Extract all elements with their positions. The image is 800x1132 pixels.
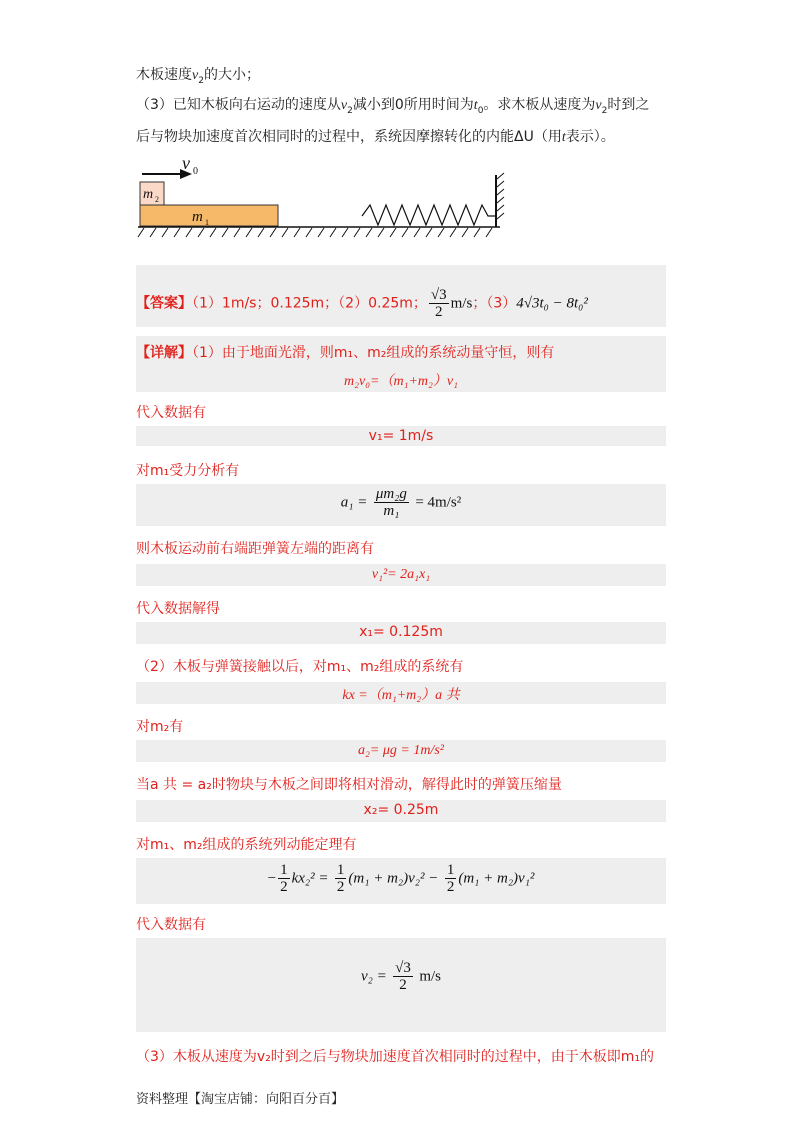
intro-line-2 xyxy=(136,94,649,116)
fraction-denominator: 2 xyxy=(399,977,407,993)
equation-text: kx₂² = xyxy=(291,870,329,887)
step-label: 则木板运动前右端距弹簧左端的距离有 xyxy=(136,541,374,557)
m2-sub: 2 xyxy=(155,195,159,204)
fraction-numerator: 1 xyxy=(446,862,455,878)
step-label: 对m₁、m₂组成的系统列动能定理有 xyxy=(136,837,357,853)
intro-text: 。求木板从速度为 xyxy=(483,97,596,113)
var-v: v xyxy=(192,68,199,83)
m1-sub: 1 xyxy=(205,218,209,227)
eq4 xyxy=(136,566,666,583)
eq10 xyxy=(136,960,666,993)
answer-expression: 4√3t₀ − 8t₀² xyxy=(516,295,588,312)
var-t: t xyxy=(561,130,566,145)
equation-text: x₂= 0.25m xyxy=(363,802,439,818)
equation-text: x₁= 0.125m xyxy=(359,624,443,640)
intro-text: 后与物块加速度首次相同时的过程中，系统因摩擦转化的内能ΔU（用 xyxy=(136,129,562,145)
equation-text: m₂v₀=（m₁+m₂）v₁ xyxy=(344,374,458,389)
eq1 xyxy=(136,370,666,390)
v0-label: v xyxy=(182,155,190,173)
intro-text: （3）已知木板向右运动的速度从 xyxy=(136,97,341,113)
step-text xyxy=(136,834,357,854)
fraction-denominator: 2 xyxy=(435,304,443,320)
answer-text: （1）1m/s；0.125m；（2）0.25m； xyxy=(192,295,427,312)
step-text xyxy=(136,774,562,794)
equation-text: v₁²= 2a₁x₁ xyxy=(371,567,431,582)
step-label: 代入数据解得 xyxy=(136,601,220,617)
var-t: t xyxy=(473,98,478,113)
subscript: 0 xyxy=(477,105,484,116)
subscript: 2 xyxy=(198,75,204,86)
equation-text: = 4m/s² xyxy=(415,494,462,511)
step-label: 代入数据有 xyxy=(136,405,206,421)
fraction-denominator: m₁ xyxy=(383,503,400,519)
fraction-denominator: 2 xyxy=(280,879,288,895)
answer-text: ；（3） xyxy=(472,295,517,312)
equation-text: − xyxy=(267,870,277,887)
eq6 xyxy=(136,684,666,704)
intro-text: 时到之 xyxy=(607,97,650,113)
step-label: 当a 共 = a₂时物块与木板之间即将相对滑动，解得此时的弹簧压缩量 xyxy=(136,777,562,793)
v0-sub: 0 xyxy=(193,166,198,177)
answer-fraction xyxy=(429,287,449,320)
answer-tag: 【答案】 xyxy=(136,295,192,312)
equation-text: (m₁ + m₂)v₁² xyxy=(458,870,535,887)
half-fraction xyxy=(278,862,290,895)
step-label: 对m₂有 xyxy=(136,719,184,735)
eq2 xyxy=(136,428,666,444)
detail-line-1 xyxy=(136,342,554,362)
step-label: （2）木板与弹簧接触以后，对m₁、m₂组成的系统有 xyxy=(136,659,464,675)
step-text xyxy=(136,716,183,736)
fraction-numerator: 1 xyxy=(336,862,345,878)
fraction-numerator: √3 xyxy=(430,287,447,303)
var-v: v xyxy=(340,98,348,113)
eq8 xyxy=(136,802,666,818)
detail-text: （3）木板从速度为v₂时到之后与物块加速度首次相同时的过程中，由于木板即m₁的 xyxy=(136,1049,655,1065)
eq9 xyxy=(136,862,666,895)
eq10-fraction xyxy=(393,960,413,993)
intro-line-3 xyxy=(136,126,615,146)
detail-tag: 【详解】 xyxy=(136,345,192,361)
step-text xyxy=(136,460,239,480)
m2-label: m xyxy=(143,187,154,202)
equation-text: a₂= μg = 1m/s² xyxy=(358,743,444,758)
page-footer: 资料整理【淘宝店铺：向阳百分百】 xyxy=(136,1092,345,1107)
half-fraction xyxy=(335,862,347,895)
subscript: 2 xyxy=(347,105,353,116)
m1-label: m xyxy=(192,209,203,225)
equation-unit: m/s xyxy=(419,968,442,985)
step-text xyxy=(136,656,463,676)
intro-text: 表示）。 xyxy=(565,129,615,145)
var-v: v xyxy=(595,98,602,113)
m1-plank xyxy=(140,205,278,226)
wall-hatching xyxy=(497,173,504,219)
step-label: 代入数据有 xyxy=(136,917,206,933)
eq3 xyxy=(136,486,666,519)
intro-text: 的大小； xyxy=(203,67,260,83)
intro-line-1 xyxy=(136,64,260,86)
fraction-numerator: √3 xyxy=(395,960,411,976)
eq7 xyxy=(136,742,666,759)
subscript: 2 xyxy=(601,105,608,116)
equation-text: v₁= 1m/s xyxy=(368,428,434,444)
detail-last-line xyxy=(136,1046,654,1066)
answer-unit: m/s xyxy=(450,295,473,312)
intro-text: 减小到0所用时间为 xyxy=(352,97,474,113)
equation-text: v₂ = xyxy=(360,968,387,985)
detail-text: （1）由于地面光滑，则m₁、m₂组成的系统动量守恒，则有 xyxy=(192,345,555,361)
step-text xyxy=(136,598,220,618)
physics-diagram xyxy=(130,155,510,245)
eq5 xyxy=(136,624,666,640)
fraction-numerator: 1 xyxy=(280,862,288,878)
ground-hatching xyxy=(138,228,492,237)
answer-line xyxy=(136,287,588,320)
fraction-denominator: 2 xyxy=(446,879,455,895)
eq3-fraction xyxy=(374,486,409,519)
step-text xyxy=(136,538,374,558)
equation-text: kx =（m₁+m₂）a 共 xyxy=(342,688,460,703)
fraction-numerator: μm₂g xyxy=(375,486,407,502)
spring xyxy=(362,205,496,225)
step-text xyxy=(136,914,206,934)
step-label: 对m₁受力分析有 xyxy=(136,463,240,479)
equation-text: (m₁ + m₂)v₂² − xyxy=(348,870,439,887)
intro-text: 木板速度 xyxy=(136,67,192,83)
step-text xyxy=(136,402,206,422)
equation-text: a₁ = xyxy=(340,494,368,511)
fraction-denominator: 2 xyxy=(336,879,345,895)
half-fraction xyxy=(445,862,457,895)
